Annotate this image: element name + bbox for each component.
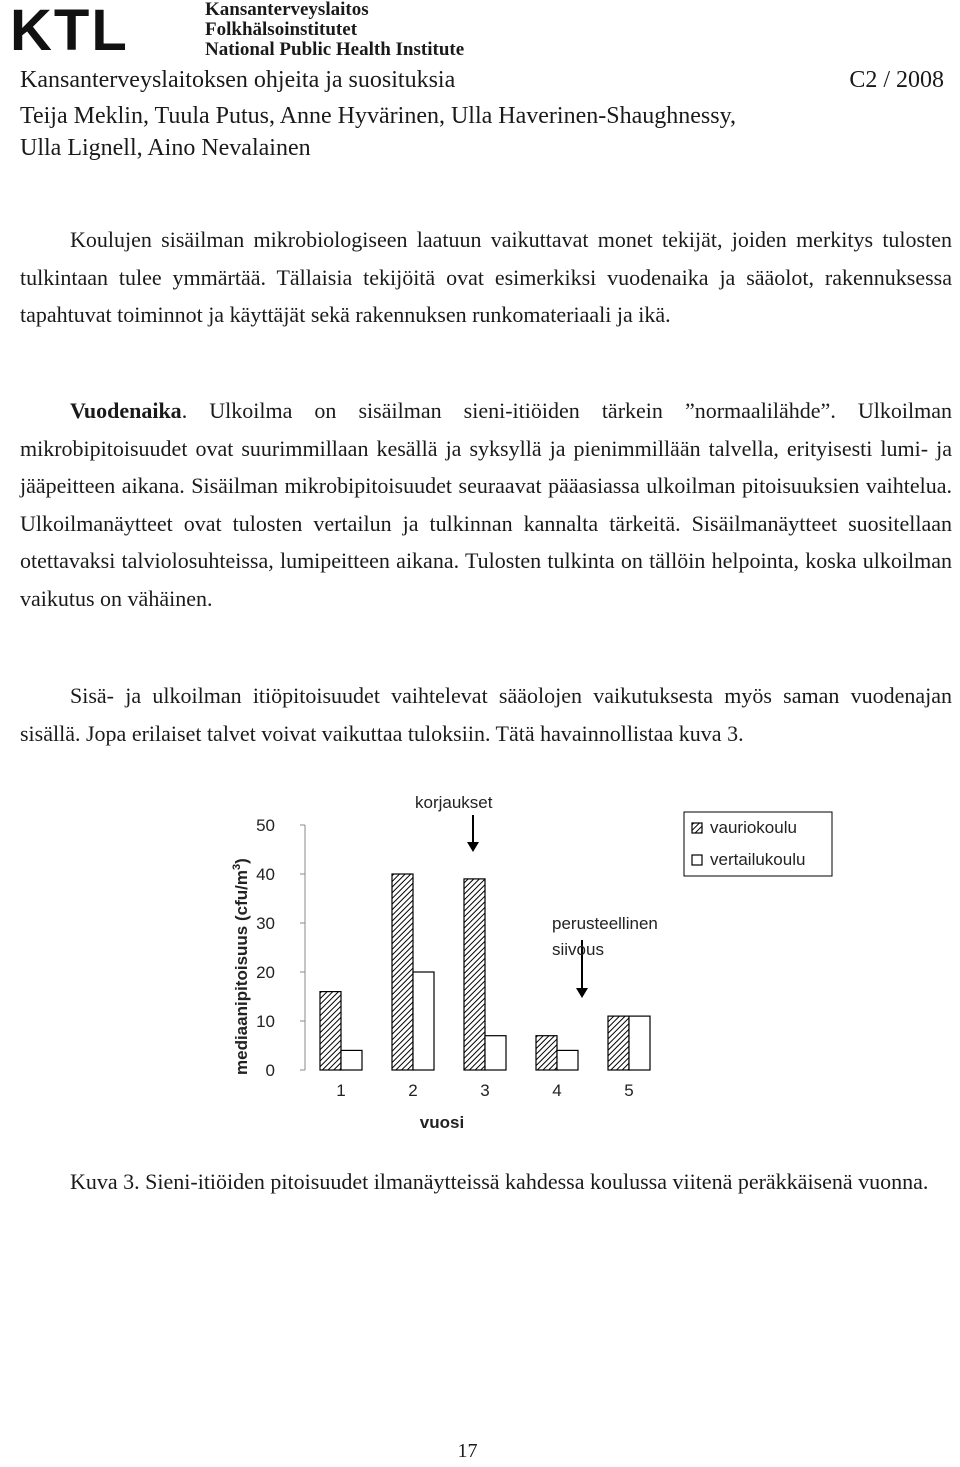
paragraph-2-text: . Ulkoilma on sisäilman sieni-itiöiden tärkein ”normaalilähde”. Ulkoilman mikrobipitoisuudet ovat suurimmillaan kesällä ja syksyllä ja pienimmillään talvella, erityisesti lumi- ja jääpeitteen aikana. Sisäilman mikrobipitoisuudet seuraavat pääasiassa ulkoilman pitoisuuksien vaihtelua. Ulkoilmanäytteet ovat tulosten vertailun ja tulkinnan kannalta tärkeitä. Sisäilmanäytteet suositellaan otettavaksi talviolosuhteissa, lumipeitteen aikana. Tulosten tulkinta on tällöin helpointa, koska ulkoilman vaikutus on vähäinen. [20,398,952,611]
bar-vauriokoulu-3 [464,879,485,1070]
legend-label-vertailukoulu: vertailukoulu [710,850,806,869]
legend-swatch-vauriokoulu [692,823,702,833]
ktl-logo [8,0,203,56]
paragraph-2 [20,392,952,617]
annotation-arrowhead-1 [467,842,479,852]
paragraph-3: Sisä- ja ulkoilman itiöpitoisuudet vaihtelevat sääolojen vaikutuksesta myös saman vuodenajan sisällä. Jopa erilaiset talvet voivat vaikuttaa tuloksiin. Tätä havainnollistaa kuva 3. [20,683,952,746]
bar-vertailukoulu-5 [629,1016,650,1070]
chart-bars [320,874,650,1070]
bar-vauriokoulu-4 [536,1036,557,1070]
bar-vauriokoulu-1 [320,992,341,1070]
bar-vertailukoulu-4 [557,1050,578,1070]
annotation-siivous-line1: perusteellinen [552,914,658,933]
x-axis-label: vuosi [419,1113,465,1132]
legend-label-vauriokoulu: vauriokoulu [710,818,797,837]
x-tick-label: 4 [552,1081,562,1100]
institute-name-sv: Folkhälsoinstitutet [205,19,358,40]
bar-vauriokoulu-5 [608,1016,629,1070]
page-number: 17 [457,1440,478,1462]
x-tick-label: 5 [624,1081,634,1100]
bar-vauriokoulu-2 [392,874,413,1070]
authors-line-2: Ulla Lignell, Aino Nevalainen [20,135,311,161]
series-title: Kansanterveyslaitoksen ohjeita ja suosituksia [20,67,456,93]
bar-vertailukoulu-2 [413,972,434,1070]
institute-name-fi: Kansanterveyslaitos [205,0,369,20]
bar-vertailukoulu-1 [341,1050,362,1070]
authors-line-1: Teija Meklin, Tuula Putus, Anne Hyvärinen, Ulla Haverinen-Shaughnessy, [20,103,737,129]
y-axis-label: mediaanipitoisuus $(cfu/m^3)$ [231,858,251,1075]
figure-caption: Kuva 3. Sieni-itiöiden pitoisuudet ilmanäytteissä kahdessa koulussa viitenä peräkkäisenä vuonna. [70,1169,929,1194]
institute-name-en: National Public Health Institute [205,39,465,60]
x-tick-label: 1 [336,1081,346,1100]
y-tick-label: 40 [256,865,275,884]
paragraph-2-heading: Vuodenaika [70,398,182,423]
y-tick-label: 20 [256,963,275,982]
annotation-korjaukset: korjaukset [415,793,493,812]
bar-vertailukoulu-3 [485,1036,506,1070]
y-tick-label: 0 [265,1061,275,1080]
logo-text: KTL [10,0,129,56]
y-tick-label: 30 [256,914,275,933]
x-tick-label: 3 [480,1081,490,1100]
paragraph-1: Koulujen sisäilman mikrobiologiseen laatuun vaikuttavat monet tekijät, joiden merkitys tulosten tulkintaan tulee ymmärtää. Tällaisia tekijöitä ovat esimerkiksi vuodenaika ja sääolot, rakennuksessa tapahtuvat toiminnot ja käyttäjät sekä rakennuksen runkomateriaali ja ikä. [20,227,952,327]
legend-swatch-vertailukoulu [692,855,702,865]
y-tick-label: 50 [256,816,275,835]
y-tick-label: 10 [256,1012,275,1031]
x-tick-label: 2 [408,1081,418,1100]
publication-code: C2 / 2008 [849,67,944,93]
annotation-arrowhead-2 [576,988,588,998]
bar-chart [210,780,850,1140]
annotation-siivous-line2: siivous [552,940,604,959]
